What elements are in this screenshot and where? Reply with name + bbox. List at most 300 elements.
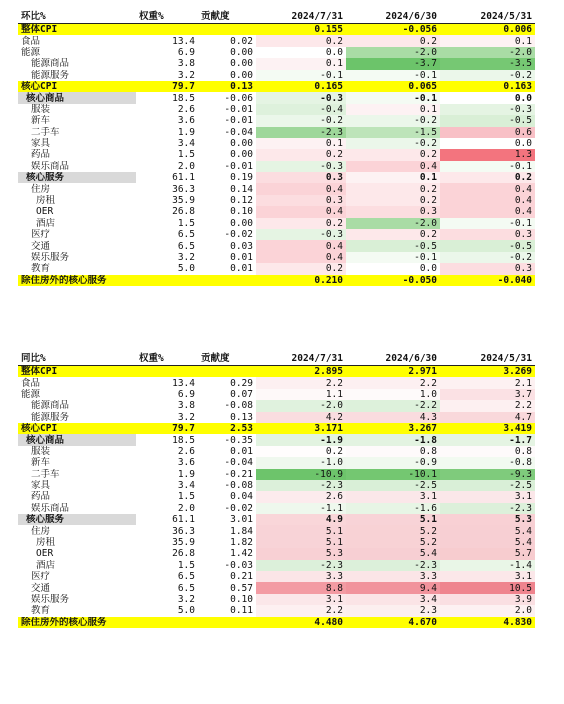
contribution-cell: 0.57	[230, 582, 253, 594]
value-cell: 3.3	[256, 571, 346, 582]
contribution-cell	[198, 275, 256, 286]
contribution-cell: 0.14	[230, 183, 253, 195]
contribution-cell: 3.01	[230, 514, 253, 526]
value-cell: -10.1	[346, 469, 440, 480]
table-row	[18, 412, 535, 423]
contribution-cell: -0.35	[224, 434, 253, 446]
value-cell: 1.3	[440, 149, 535, 160]
row-label: 房租	[36, 537, 56, 549]
value-cell: 0.155	[256, 24, 346, 36]
table-row	[18, 81, 535, 92]
table-row	[18, 35, 535, 46]
row-label: 家具	[31, 480, 51, 492]
value-cell: -2.3	[440, 503, 535, 514]
value-cell: -1.4	[440, 560, 535, 571]
value-cell: -0.9	[346, 457, 440, 468]
value-cell: 0.2	[256, 218, 346, 229]
row-label: 新车	[31, 115, 51, 127]
value-cell: 3.7	[440, 389, 535, 400]
value-cell: 0.6	[440, 127, 535, 138]
header-date-3: 2024/5/31	[440, 9, 535, 24]
table-row	[18, 605, 535, 616]
value-cell: -0.3	[256, 92, 346, 103]
contribution-cell: -0.01	[224, 103, 253, 115]
contribution-cell: -0.02	[224, 502, 253, 514]
weight-cell: 35.9	[172, 195, 195, 207]
table-row	[18, 229, 535, 240]
weight-cell: 13.4	[172, 377, 195, 389]
row-label: 整体CPI	[18, 24, 136, 36]
contribution-cell: 2.53	[198, 423, 256, 434]
contribution-cell: -0.01	[224, 160, 253, 172]
row-label: 交通	[31, 240, 51, 252]
row-label: 能源服务	[31, 411, 70, 423]
table-row	[18, 469, 535, 480]
value-cell: 0.2	[256, 446, 346, 457]
value-cell: -1.9	[256, 434, 346, 445]
contribution-cell: 0.01	[230, 252, 253, 263]
weight-cell: 3.8	[177, 58, 195, 70]
value-cell: -1.0	[256, 457, 346, 468]
value-cell: -0.2	[346, 115, 440, 126]
weight-cell	[136, 275, 198, 286]
value-cell: -0.1	[440, 218, 535, 229]
row-label: 能源商品	[31, 58, 70, 70]
value-cell: 2.3	[346, 605, 440, 616]
table-row	[18, 70, 535, 81]
value-cell: 4.7	[440, 412, 535, 423]
contribution-cell: 1.84	[230, 525, 253, 537]
contribution-cell: -0.02	[224, 229, 253, 241]
weight-cell: 3.6	[177, 115, 195, 127]
table-row	[18, 571, 535, 582]
row-label: 家具	[31, 138, 51, 150]
value-cell: 3.1	[346, 491, 440, 502]
value-cell: 0.3	[346, 206, 440, 217]
table-row	[18, 457, 535, 468]
value-cell: -9.3	[440, 469, 535, 480]
row-label: 住房	[31, 183, 51, 195]
row-label: 核心商品	[18, 434, 136, 445]
weight-cell	[136, 366, 198, 378]
weight-cell: 2.0	[177, 502, 195, 514]
value-cell: -10.9	[256, 469, 346, 480]
value-cell: 0.2	[256, 149, 346, 160]
row-label: 医疗	[31, 571, 51, 583]
value-cell: -0.040	[440, 275, 535, 286]
value-cell: 3.9	[440, 594, 535, 605]
contribution-cell: 0.21	[230, 571, 253, 583]
value-cell: 2.895	[256, 366, 346, 378]
row-label: 药品	[31, 149, 51, 161]
value-cell: 3.269	[440, 366, 535, 378]
table-row	[18, 161, 535, 172]
value-cell: 0.2	[346, 183, 440, 194]
contribution-cell: 0.00	[230, 217, 253, 229]
value-cell: 3.1	[440, 571, 535, 582]
header-contribution: 贡献度	[198, 9, 256, 24]
table-row	[18, 423, 535, 434]
row-label: 房租	[36, 195, 56, 207]
header-date-3: 2024/5/31	[440, 351, 535, 366]
value-cell: 0.2	[346, 149, 440, 160]
row-label: 药品	[31, 491, 51, 503]
table-row	[18, 503, 535, 514]
contribution-cell: 0.19	[230, 172, 253, 184]
value-cell: -2.0	[346, 47, 440, 58]
contribution-cell: 0.02	[230, 35, 253, 47]
value-cell: 4.480	[256, 617, 346, 628]
yoy-cpi-table	[18, 351, 535, 628]
header-label: 同比%	[18, 351, 136, 366]
table-row	[18, 582, 535, 593]
row-label: 酒店	[36, 217, 56, 229]
weight-cell: 2.0	[177, 160, 195, 172]
weight-cell	[136, 617, 198, 628]
value-cell: 0.0	[440, 92, 535, 103]
value-cell: 2.2	[256, 605, 346, 616]
value-cell: 0.4	[256, 206, 346, 217]
table-row	[18, 514, 535, 525]
value-cell: -2.0	[440, 47, 535, 58]
value-cell: 8.8	[256, 582, 346, 593]
contribution-cell: 0.00	[230, 138, 253, 150]
weight-cell: 3.8	[177, 400, 195, 412]
row-label: 除住房外的核心服务	[18, 617, 136, 628]
value-cell: -3.5	[440, 58, 535, 69]
row-label: 交通	[31, 582, 51, 594]
value-cell: 3.171	[256, 423, 346, 434]
table-row	[18, 127, 535, 138]
row-label: 核心服务	[18, 172, 136, 183]
value-cell: 5.3	[256, 548, 346, 559]
weight-cell: 3.2	[177, 252, 195, 263]
value-cell: 4.830	[440, 617, 535, 628]
value-cell: -0.2	[440, 70, 535, 81]
row-label: 整体CPI	[18, 366, 136, 378]
value-cell: 2.1	[440, 377, 535, 388]
contribution-cell	[198, 24, 256, 36]
value-cell: -2.3	[346, 560, 440, 571]
weight-cell: 1.9	[177, 468, 195, 480]
header-date-1: 2024/7/31	[256, 9, 346, 24]
contribution-cell: 0.00	[230, 58, 253, 70]
contribution-cell: 0.07	[230, 388, 253, 400]
value-cell: -0.5	[346, 240, 440, 251]
value-cell: -0.2	[440, 252, 535, 263]
value-cell: 3.267	[346, 423, 440, 434]
row-label: 食品	[21, 35, 41, 47]
contribution-cell: -0.03	[224, 559, 253, 571]
value-cell: -2.3	[256, 560, 346, 571]
row-label: 住房	[31, 525, 51, 537]
weight-cell: 2.6	[177, 445, 195, 457]
value-cell: 0.8	[346, 446, 440, 457]
contribution-cell	[198, 617, 256, 628]
table-row	[18, 263, 535, 274]
row-label: 核心商品	[18, 92, 136, 103]
table-row	[18, 252, 535, 263]
value-cell: -2.0	[256, 400, 346, 411]
value-cell: -0.1	[346, 252, 440, 263]
table-header	[18, 9, 535, 24]
value-cell: -2.3	[256, 127, 346, 138]
value-cell: 0.0	[346, 263, 440, 274]
contribution-cell	[198, 366, 256, 378]
contribution-cell: 0.00	[230, 69, 253, 81]
row-label: 服装	[31, 445, 51, 457]
weight-cell: 1.9	[177, 126, 195, 138]
table-row	[18, 104, 535, 115]
weight-cell: 36.3	[172, 525, 195, 537]
value-cell: -0.2	[256, 115, 346, 126]
weight-cell: 3.2	[177, 411, 195, 423]
value-cell: 2.971	[346, 366, 440, 378]
value-cell: 4.3	[346, 412, 440, 423]
row-label: 酒店	[36, 559, 56, 571]
value-cell: -0.3	[256, 161, 346, 172]
value-cell: 0.1	[346, 172, 440, 183]
table-row	[18, 183, 535, 194]
value-cell: 0.2	[440, 172, 535, 183]
value-cell: -0.1	[440, 161, 535, 172]
value-cell: 5.2	[346, 537, 440, 548]
value-cell: 4.670	[346, 617, 440, 628]
mom-table-body	[18, 24, 535, 286]
table-row	[18, 594, 535, 605]
contribution-cell: 0.11	[230, 605, 253, 617]
value-cell: -2.5	[346, 480, 440, 491]
value-cell: 0.4	[440, 195, 535, 206]
contribution-cell: -0.21	[224, 468, 253, 480]
value-cell: 2.6	[256, 491, 346, 502]
value-cell: 0.4	[440, 183, 535, 194]
value-cell: 5.1	[256, 525, 346, 536]
value-cell: -0.1	[256, 70, 346, 81]
value-cell: 3.419	[440, 423, 535, 434]
weight-cell: 3.2	[177, 69, 195, 81]
value-cell: -2.5	[440, 480, 535, 491]
value-cell: -0.8	[440, 457, 535, 468]
weight-cell: 1.5	[177, 559, 195, 571]
value-cell: 2.0	[440, 605, 535, 616]
contribution-cell: 0.01	[230, 445, 253, 457]
value-cell: 0.1	[256, 138, 346, 149]
weight-cell: 79.7	[136, 423, 198, 434]
contribution-cell: 0.13	[198, 81, 256, 92]
row-label: 除住房外的核心服务	[18, 275, 136, 286]
value-cell: 0.8	[440, 446, 535, 457]
value-cell: -0.5	[440, 240, 535, 251]
value-cell: 0.4	[256, 240, 346, 251]
table-row	[18, 389, 535, 400]
contribution-cell: 0.00	[230, 149, 253, 161]
table-row	[18, 195, 535, 206]
header-label: 环比%	[18, 9, 136, 24]
value-cell: 0.2	[256, 35, 346, 46]
value-cell: -0.050	[346, 275, 440, 286]
row-label: 教育	[31, 605, 51, 617]
value-cell: 0.4	[256, 252, 346, 263]
contribution-cell: -0.06	[224, 92, 253, 104]
value-cell: 0.3	[256, 172, 346, 183]
weight-cell: 5.0	[177, 263, 195, 275]
value-cell: 0.165	[256, 81, 346, 92]
row-label: 能源	[21, 388, 41, 400]
value-cell: 5.4	[440, 537, 535, 548]
table-row	[18, 434, 535, 445]
mom-cpi-table	[18, 9, 535, 286]
table-row	[18, 138, 535, 149]
value-cell: 0.3	[440, 229, 535, 240]
value-cell: -0.3	[256, 229, 346, 240]
value-cell: 0.1	[440, 35, 535, 46]
weight-cell: 6.5	[177, 240, 195, 252]
row-label: 核心服务	[18, 514, 136, 525]
value-cell: -0.1	[346, 70, 440, 81]
header-date-2: 2024/6/30	[346, 351, 440, 366]
row-label: 二手车	[31, 126, 60, 138]
value-cell: 0.2	[346, 195, 440, 206]
contribution-cell: 1.82	[230, 537, 253, 549]
contribution-cell: 0.13	[230, 411, 253, 423]
table-row	[18, 537, 535, 548]
row-label: 能源商品	[31, 400, 70, 412]
row-label: 教育	[31, 263, 51, 275]
value-cell: 5.1	[346, 514, 440, 525]
value-cell: 3.4	[346, 594, 440, 605]
table-row	[18, 400, 535, 411]
contribution-cell: -0.08	[224, 400, 253, 412]
row-label: OER	[36, 548, 54, 560]
row-label: 娱乐商品	[31, 160, 70, 172]
value-cell: 5.4	[346, 548, 440, 559]
table-row	[18, 366, 535, 378]
table-row	[18, 446, 535, 457]
table-row	[18, 92, 535, 103]
value-cell: 9.4	[346, 582, 440, 593]
value-cell: 0.163	[440, 81, 535, 92]
value-cell: 0.3	[256, 195, 346, 206]
weight-cell: 1.5	[177, 217, 195, 229]
row-label: 医疗	[31, 229, 51, 241]
value-cell: 0.4	[256, 183, 346, 194]
table-row	[18, 491, 535, 502]
value-cell: 0.2	[346, 229, 440, 240]
weight-cell: 26.8	[172, 548, 195, 560]
value-cell: -0.2	[346, 138, 440, 149]
weight-cell: 1.5	[177, 149, 195, 161]
contribution-cell: 0.10	[230, 206, 253, 218]
weight-cell: 35.9	[172, 537, 195, 549]
value-cell: -2.3	[256, 480, 346, 491]
row-label: 娱乐服务	[31, 252, 70, 263]
value-cell: 2.2	[256, 377, 346, 388]
weight-cell: 6.5	[177, 571, 195, 583]
weight-cell: 18.5	[172, 92, 195, 104]
value-cell: -0.5	[440, 115, 535, 126]
value-cell: 4.2	[256, 412, 346, 423]
contribution-cell: -0.04	[224, 126, 253, 138]
weight-cell: 3.4	[177, 138, 195, 150]
contribution-cell: -0.04	[224, 457, 253, 469]
value-cell: 5.2	[346, 525, 440, 536]
weight-cell: 6.5	[177, 229, 195, 241]
value-cell: -1.8	[346, 434, 440, 445]
value-cell: 0.006	[440, 24, 535, 36]
value-cell: 0.1	[346, 104, 440, 115]
value-cell: 0.065	[346, 81, 440, 92]
table-row	[18, 58, 535, 69]
weight-cell: 6.9	[177, 46, 195, 58]
value-cell: -0.3	[440, 104, 535, 115]
value-cell: 0.2	[256, 263, 346, 274]
row-label: 新车	[31, 457, 51, 469]
table-row	[18, 206, 535, 217]
row-label: 能源服务	[31, 69, 70, 81]
table-row	[18, 480, 535, 491]
value-cell: 3.1	[440, 491, 535, 502]
table-row	[18, 218, 535, 229]
row-label: 娱乐商品	[31, 502, 70, 514]
value-cell: 4.9	[256, 514, 346, 525]
header-weight: 权重%	[136, 9, 198, 24]
table-row	[18, 617, 535, 628]
value-cell: -0.056	[346, 24, 440, 36]
value-cell: 5.1	[256, 537, 346, 548]
weight-cell: 36.3	[172, 183, 195, 195]
table-row	[18, 172, 535, 183]
row-label: 二手车	[31, 468, 60, 480]
weight-cell: 79.7	[136, 81, 198, 92]
weight-cell: 1.5	[177, 491, 195, 503]
row-label: 服装	[31, 103, 51, 115]
header-weight: 权重%	[136, 351, 198, 366]
value-cell: -1.7	[440, 434, 535, 445]
value-cell: 2.2	[346, 377, 440, 388]
contribution-cell: 0.12	[230, 195, 253, 207]
weight-cell: 6.9	[177, 388, 195, 400]
contribution-cell: 0.04	[230, 491, 253, 503]
weight-cell: 18.5	[172, 434, 195, 446]
value-cell: 3.3	[346, 571, 440, 582]
header-contribution: 贡献度	[198, 351, 256, 366]
contribution-cell: -0.08	[224, 480, 253, 492]
value-cell: 0.1	[256, 58, 346, 69]
row-label: 娱乐服务	[31, 594, 70, 605]
weight-cell: 3.6	[177, 457, 195, 469]
weight-cell: 3.2	[177, 594, 195, 605]
table-row	[18, 115, 535, 126]
weight-cell: 61.1	[172, 172, 195, 184]
table-row	[18, 548, 535, 559]
value-cell: 0.0	[440, 138, 535, 149]
row-label: 食品	[21, 377, 41, 389]
table-row	[18, 240, 535, 251]
contribution-cell: 0.00	[230, 46, 253, 58]
row-label: 核心CPI	[18, 81, 136, 92]
weight-cell: 2.6	[177, 103, 195, 115]
header-date-2: 2024/6/30	[346, 9, 440, 24]
weight-cell: 26.8	[172, 206, 195, 218]
value-cell: 10.5	[440, 582, 535, 593]
weight-cell: 5.0	[177, 605, 195, 617]
value-cell: 2.2	[440, 400, 535, 411]
header-date-1: 2024/7/31	[256, 351, 346, 366]
value-cell: 0.3	[440, 263, 535, 274]
table-row	[18, 275, 535, 286]
table-row	[18, 377, 535, 388]
